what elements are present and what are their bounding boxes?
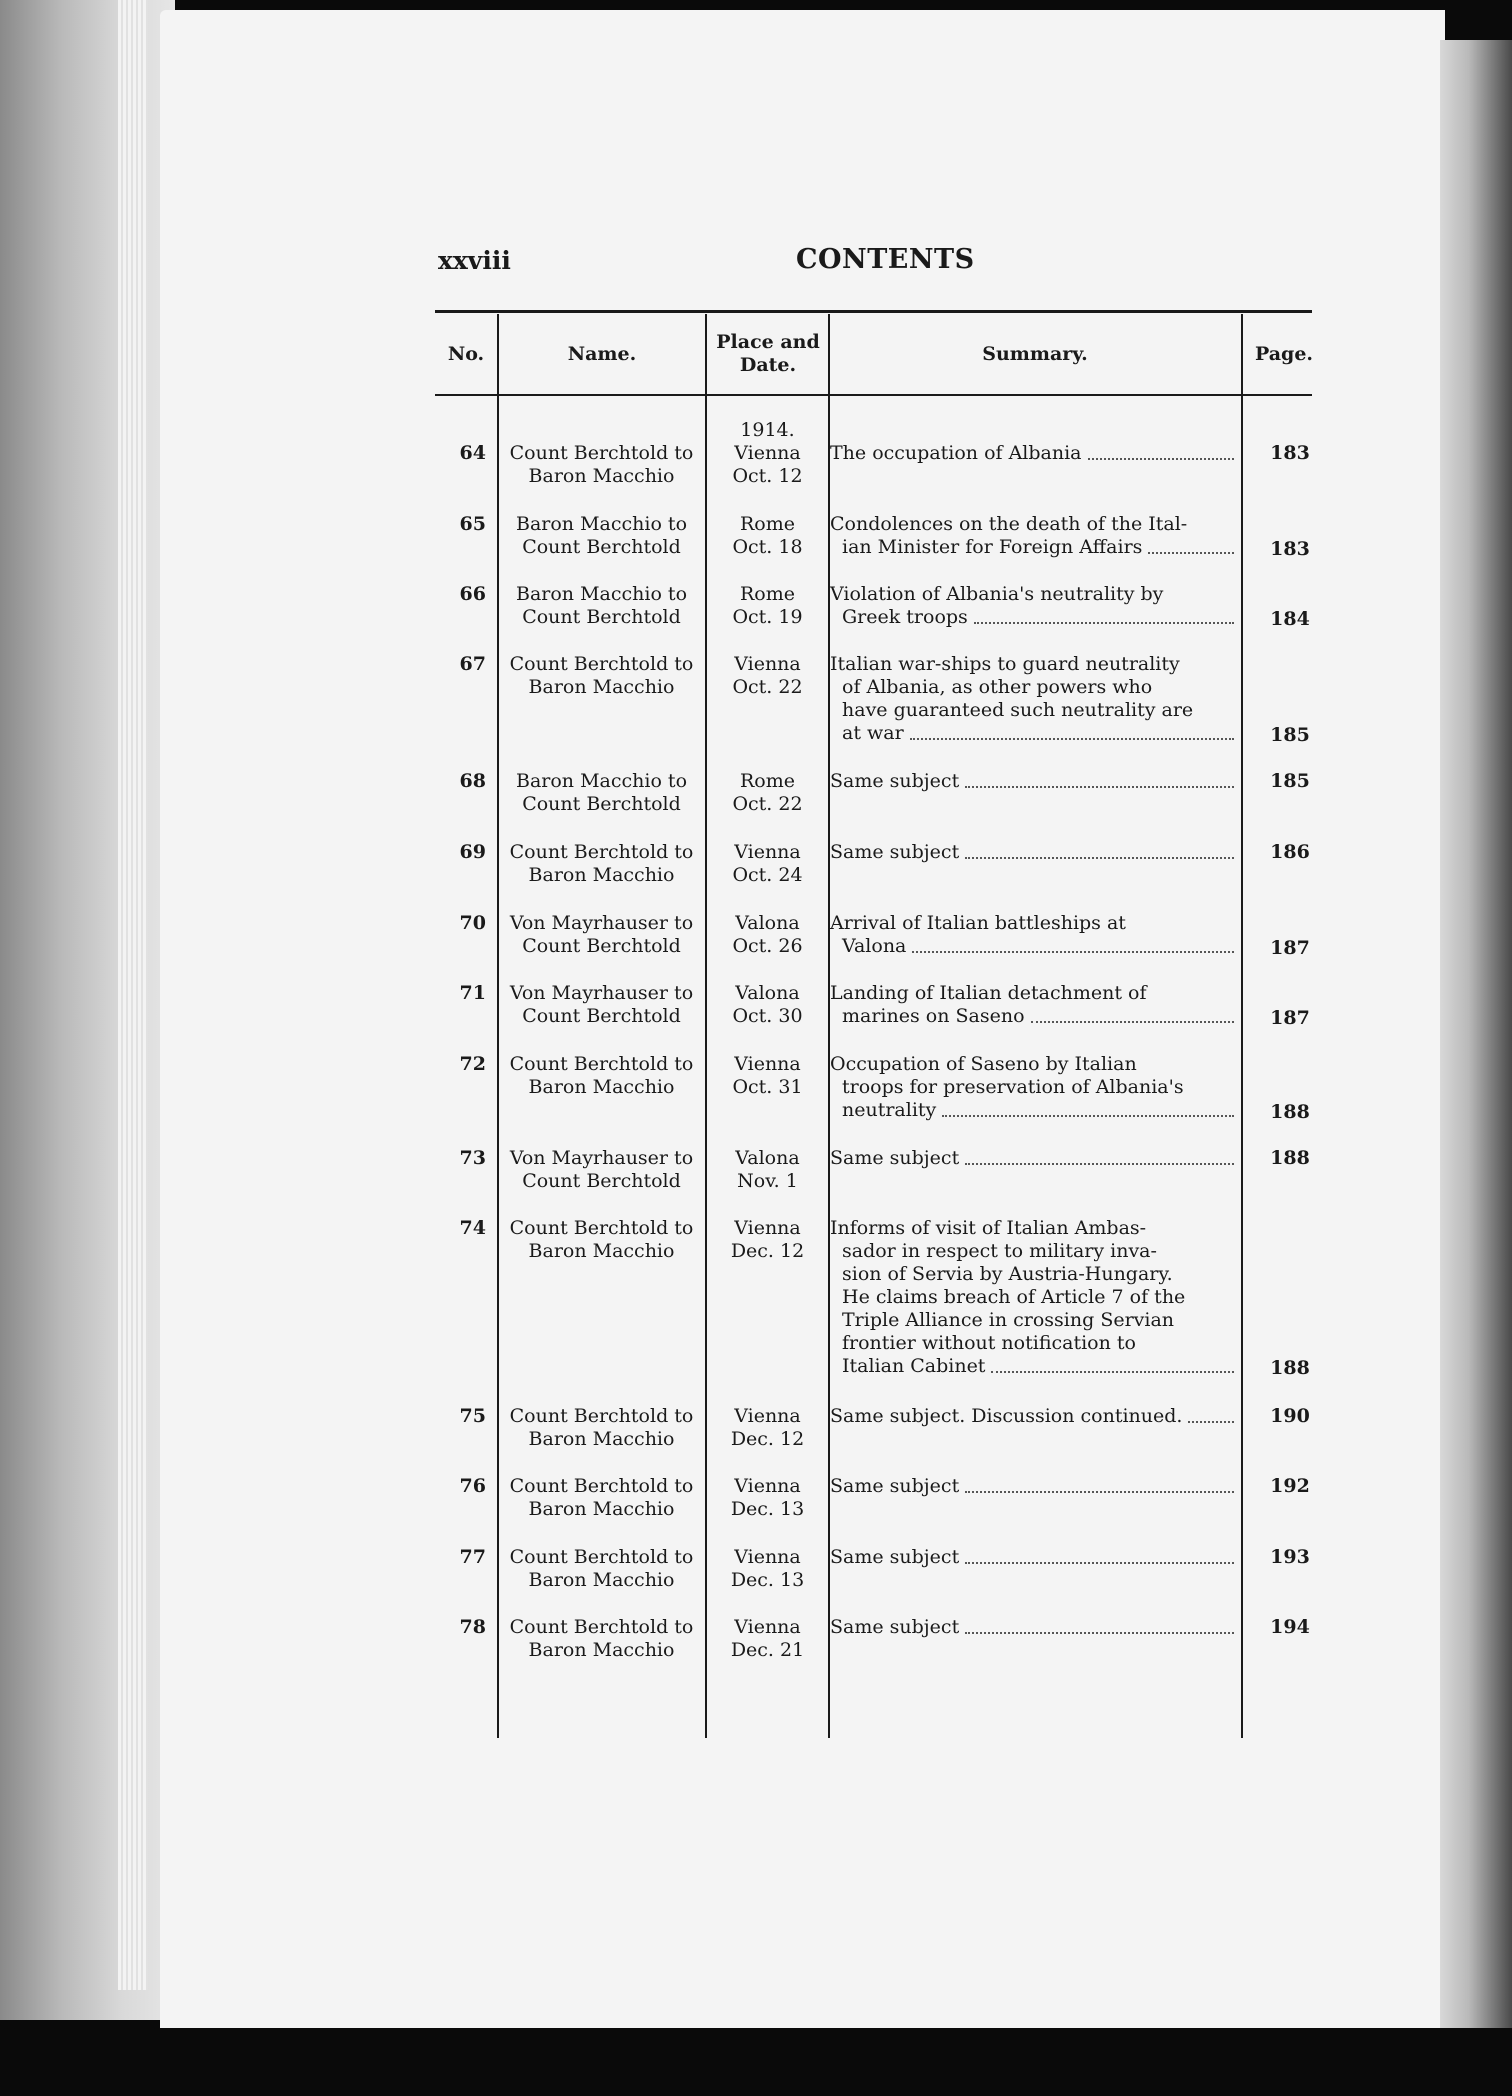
row-summary [830,982,1238,1028]
place-line: Vienna [734,442,801,464]
row-summary [830,442,1238,465]
row-page: 188 [1270,1147,1310,1169]
row-place-date [710,583,825,629]
name-line: Baron Macchio [528,1639,675,1661]
row-place-date [710,1546,825,1592]
place-line: Vienna [734,1616,801,1638]
header-no: No. [447,343,485,365]
header-place-line1: Place and [716,331,820,353]
place-line: Rome [739,583,795,605]
row-summary [830,1217,1238,1378]
date-line: Dec. 12 [730,1428,805,1450]
dot-leader [1188,1421,1234,1423]
year-label: 1914. [740,419,795,441]
row-name [499,1405,704,1451]
summary-text: marines on Saseno [842,1005,1025,1027]
name-line: Count Berchtold [522,606,681,628]
header-bottom-rule [435,394,1312,396]
place-line: Vienna [734,841,801,863]
date-line: Oct. 19 [732,606,803,628]
summary-line: frontier without notification to [842,1332,1136,1354]
name-line: Count Berchtold [522,1005,681,1027]
row-page: 185 [1270,724,1310,746]
name-line: Baron Macchio [528,1428,675,1450]
summary-line [830,1147,1238,1170]
summary-line: of Albania, as other powers who [842,676,1153,698]
dot-leader [1148,552,1234,554]
place-line: Vienna [734,1405,801,1427]
row-name [499,841,704,887]
date-line: Oct. 18 [732,536,803,558]
row-place-date [710,841,825,887]
summary-text: Same subject [830,1546,960,1568]
column-divider [1241,314,1243,1738]
summary-line: sion of Servia by Austria-Hungary. [842,1263,1173,1285]
summary-text: Same subject [830,1147,960,1169]
row-number: 70 [459,912,486,934]
summary-line: He claims breach of Article 7 of the [842,1286,1186,1308]
row-number: 76 [459,1475,486,1497]
summary-line: Italian war-ships to guard neutrality [830,653,1180,675]
place-line: Valona [735,982,800,1004]
row-number: 74 [459,1217,486,1239]
date-line: Oct. 31 [732,1076,803,1098]
place-line: Rome [739,513,795,535]
name-line: Count Berchtold to [509,1546,694,1568]
row-place-date [710,1475,825,1521]
row-name [499,1616,704,1662]
row-page: 183 [1270,442,1310,464]
row-place-date [710,1616,825,1662]
row-page: 188 [1270,1101,1310,1123]
name-line: Von Mayrhauser to [509,982,694,1004]
row-page: 185 [1270,770,1310,792]
summary-text: Same subject [830,770,960,792]
row-place-date [710,1217,825,1263]
row-number: 65 [459,513,486,535]
name-line: Count Berchtold to [509,653,694,675]
row-summary [830,912,1238,958]
name-line: Baron Macchio [528,676,675,698]
running-title: CONTENTS [796,244,975,275]
summary-line [830,606,1238,629]
summary-line [830,1005,1238,1028]
date-line: Dec. 13 [730,1498,805,1520]
row-name [499,770,704,816]
name-line: Count Berchtold to [509,841,694,863]
row-page: 186 [1270,841,1310,863]
summary-text: Valona [842,935,907,957]
name-line: Count Berchtold [522,536,681,558]
summary-line: Triple Alliance in crossing Servian [842,1309,1175,1331]
name-line: Count Berchtold to [509,1405,694,1427]
summary-line: have guaranteed such neutrality are [842,699,1194,721]
row-number: 77 [459,1546,486,1568]
summary-line [830,1099,1238,1122]
name-line: Count Berchtold [522,793,681,815]
summary-line: Informs of visit of Italian Ambas- [830,1217,1147,1239]
summary-text: Same subject [830,841,960,863]
summary-line [830,1355,1238,1378]
place-line: Vienna [734,1546,801,1568]
row-number: 69 [459,841,486,863]
row-page: 194 [1270,1616,1310,1638]
row-summary [830,1546,1238,1569]
name-line: Baron Macchio [528,1498,675,1520]
summary-line [830,1546,1238,1569]
page-stack-edge [118,0,148,1990]
name-line: Von Mayrhauser to [509,1147,694,1169]
column-divider [705,314,707,1738]
date-line: Nov. 1 [737,1170,798,1192]
dot-leader [965,857,1234,859]
header-place-line2: Date. [739,354,797,376]
row-page: 193 [1270,1546,1310,1568]
summary-line [830,841,1238,864]
name-line: Count Berchtold to [509,1475,694,1497]
row-name [499,1147,704,1193]
book-left-edge [0,0,175,2020]
header-page: Page. [1254,343,1314,365]
row-name [499,653,704,699]
name-line: Baron Macchio [528,465,675,487]
row-number: 66 [459,583,486,605]
row-number: 73 [459,1147,486,1169]
name-line: Count Berchtold to [509,1217,694,1239]
name-line: Count Berchtold to [509,1053,694,1075]
summary-line: troops for preservation of Albania's [842,1076,1184,1098]
summary-line [830,770,1238,793]
summary-text: Same subject [830,1616,960,1638]
name-line: Count Berchtold [522,935,681,957]
place-line: Valona [735,912,800,934]
row-place-date [710,770,825,816]
dot-leader [965,1632,1234,1634]
date-line: Oct. 12 [732,465,803,487]
summary-text: Greek troops [842,606,968,628]
row-name [499,1546,704,1592]
date-line: Oct. 26 [732,935,803,957]
summary-line: Violation of Albania's neutrality by [830,583,1164,605]
header-place-date [708,331,828,377]
row-number: 72 [459,1053,486,1075]
dot-leader [965,1562,1234,1564]
row-summary [830,1053,1238,1122]
row-number: 67 [459,653,486,675]
name-line: Baron Macchio to [515,583,688,605]
summary-line: Landing of Italian detachment of [830,982,1147,1004]
name-line: Baron Macchio [528,1240,675,1262]
row-page: 190 [1270,1405,1310,1427]
row-page: 192 [1270,1475,1310,1497]
summary-line: Arrival of Italian battleships at [830,912,1126,934]
summary-line: Condolences on the death of the Ital- [830,513,1188,535]
row-number: 64 [459,442,486,464]
row-place-date [710,912,825,958]
row-place-date [710,982,825,1028]
row-place-date [710,653,825,699]
book-bottom-edge [160,2028,1512,2096]
summary-line: sador in respect to military inva- [842,1240,1157,1262]
row-name [499,1053,704,1099]
dot-leader [1031,1021,1234,1023]
summary-text: neutrality [842,1099,937,1121]
date-line: Oct. 30 [732,1005,803,1027]
book-right-edge [1440,40,1512,2030]
summary-text: The occupation of Albania [830,442,1082,464]
place-line: Vienna [734,1475,801,1497]
row-summary [830,1405,1238,1428]
summary-line [830,536,1238,559]
row-summary [830,1616,1238,1639]
summary-text: Italian Cabinet [842,1355,986,1377]
dot-leader [991,1371,1234,1373]
row-place-date [710,442,825,488]
summary-line [830,722,1238,745]
row-summary [830,583,1238,629]
dot-leader [965,1163,1234,1165]
summary-line [830,935,1238,958]
dot-leader [974,622,1234,624]
row-name [499,1475,704,1521]
name-line: Baron Macchio [528,1076,675,1098]
summary-line [830,1475,1238,1498]
page-number-folio: xxviii [438,246,511,275]
place-line: Valona [735,1147,800,1169]
row-place-date [710,513,825,559]
row-summary [830,513,1238,559]
summary-text: at war [842,722,904,744]
row-summary [830,1147,1238,1170]
place-line: Vienna [734,653,801,675]
row-name [499,982,704,1028]
row-name [499,583,704,629]
row-page: 183 [1270,538,1310,560]
row-number: 71 [459,982,486,1004]
table-top-rule [435,310,1312,313]
date-line: Oct. 22 [732,793,803,815]
dot-leader [1088,458,1234,460]
row-page: 188 [1270,1357,1310,1379]
name-line: Count Berchtold [522,1170,681,1192]
row-summary [830,653,1238,745]
summary-text: Same subject [830,1475,960,1497]
dot-leader [942,1115,1234,1117]
dot-leader [965,1491,1234,1493]
dot-leader [910,738,1234,740]
date-line: Dec. 21 [730,1639,805,1661]
summary-text: Same subject. Discussion continued. [830,1405,1183,1427]
dot-leader [912,951,1234,953]
summary-text: ian Minister for Foreign Affairs [842,536,1143,558]
row-name [499,513,704,559]
place-line: Vienna [734,1217,801,1239]
place-line: Vienna [734,1053,801,1075]
date-line: Oct. 24 [732,864,803,886]
row-page: 187 [1270,937,1310,959]
row-summary [830,1475,1238,1498]
place-line: Rome [739,770,795,792]
name-line: Count Berchtold to [509,1616,694,1638]
name-line: Von Mayrhauser to [509,912,694,934]
row-summary [830,770,1238,793]
date-line: Oct. 22 [732,676,803,698]
summary-line [830,1405,1238,1428]
header-summary: Summary. [982,343,1088,365]
row-name [499,912,704,958]
dot-leader [965,786,1234,788]
header-name: Name. [567,343,637,365]
date-line: Dec. 12 [730,1240,805,1262]
row-place-date [710,1405,825,1451]
name-line: Baron Macchio [528,864,675,886]
row-number: 78 [459,1616,486,1638]
summary-line [830,1616,1238,1639]
row-page: 187 [1270,1007,1310,1029]
row-number: 75 [459,1405,486,1427]
row-number: 68 [459,770,486,792]
name-line: Count Berchtold to [509,442,694,464]
row-summary [830,841,1238,864]
name-line: Baron Macchio to [515,513,688,535]
row-page: 184 [1270,608,1310,630]
row-name [499,442,704,488]
summary-line: Occupation of Saseno by Italian [830,1053,1137,1075]
row-place-date [710,1053,825,1099]
row-place-date [710,1147,825,1193]
name-line: Baron Macchio to [515,770,688,792]
summary-line [830,442,1238,465]
name-line: Baron Macchio [528,1569,675,1591]
row-name [499,1217,704,1263]
date-line: Dec. 13 [730,1569,805,1591]
